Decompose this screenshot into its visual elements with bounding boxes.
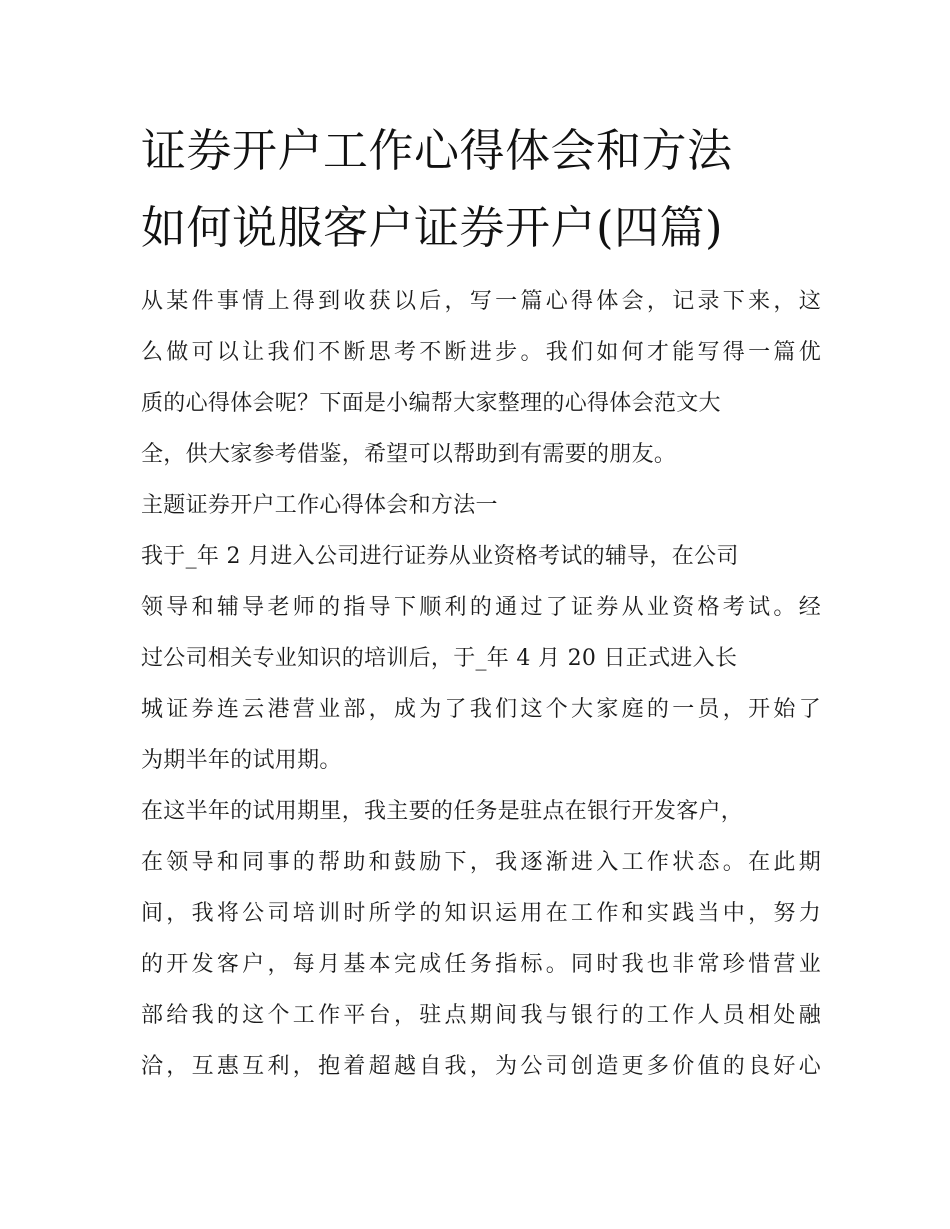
body-line: 在领导和同事的帮助和鼓励下，我逐渐进入工作状态。在此期 xyxy=(141,850,821,875)
body-line: 我于_年 2 月进入公司进行证券从业资格考试的辅导，在公司 xyxy=(141,544,739,569)
body-line: 过公司相关专业知识的培训后，于_年 4 月 20 日正式进入长 xyxy=(141,646,738,671)
body-line: 质的心得体会呢？下面是小编帮大家整理的心得体会范文大 xyxy=(141,391,721,416)
body-line: 领导和辅导老师的指导下顺利的通过了证券从业资格考试。经 xyxy=(141,595,821,620)
title-line-1: 证券开户工作心得体会和方法 xyxy=(141,124,733,177)
body-line: 间，我将公司培训时所学的知识运用在工作和实践当中，努力 xyxy=(141,901,821,926)
body-line: 城证券连云港营业部，成为了我们这个大家庭的一员，开始了 xyxy=(141,697,821,722)
title-line-2: 如何说服客户证券开户(四篇) xyxy=(141,201,724,254)
body-line: 从某件事情上得到收获以后，写一篇心得体会，记录下来，这 xyxy=(141,289,821,314)
document-title xyxy=(141,112,821,266)
body-line: 在这半年的试用期里，我主要的任务是驻点在银行开发客户， xyxy=(141,799,744,824)
body-line: 的开发客户，每月基本完成任务指标。同时我也非常珍惜营业 xyxy=(141,952,821,977)
body-line: 部给我的这个工作平台，驻点期间我与银行的工作人员相处融 xyxy=(141,1003,821,1028)
body-line: 洽，互惠互利，抱着超越自我，为公司创造更多价值的良好心 xyxy=(141,1054,821,1079)
body-line: 全，供大家参考借鉴，希望可以帮助到有需要的朋友。 xyxy=(141,442,677,467)
body-line: 么做可以让我们不断思考不断进步。我们如何才能写得一篇优 xyxy=(141,340,821,365)
body-line: 为期半年的试用期。 xyxy=(141,748,342,773)
section-heading: 主题证券开户工作心得体会和方法一 xyxy=(141,493,498,518)
document-body xyxy=(141,276,821,1092)
